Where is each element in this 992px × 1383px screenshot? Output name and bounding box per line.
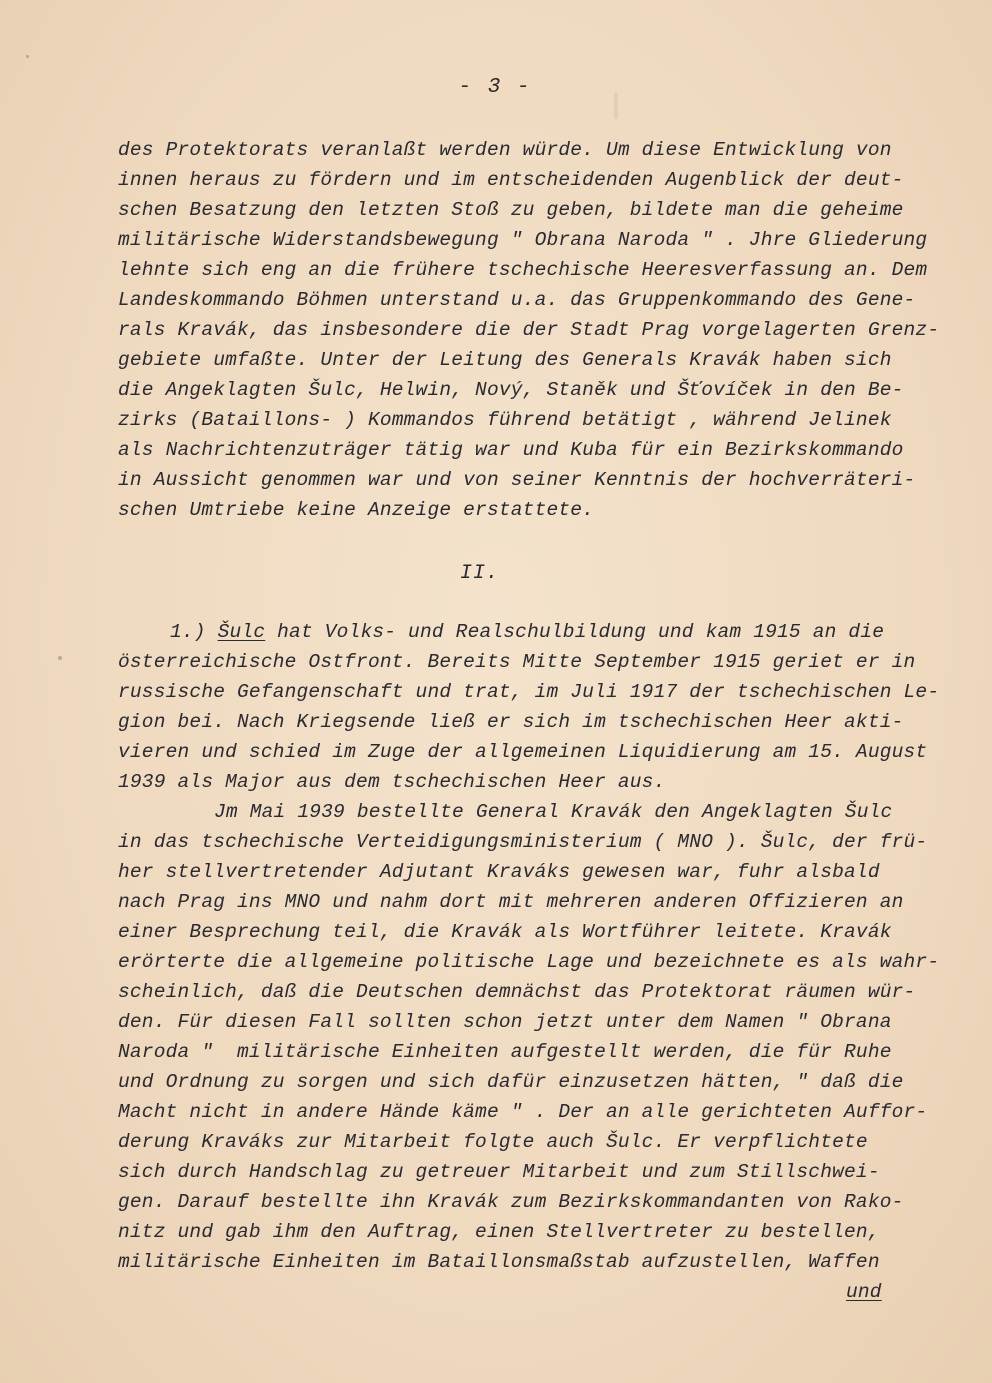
text-line: gion bei. Nach Kriegsende ließ er sich im tschechischen Heer akti- bbox=[118, 711, 904, 733]
text-line: nitz und gab ihm den Auftrag, einen Stellvertreter zu bestellen, bbox=[118, 1221, 880, 1243]
list-number: 1.) bbox=[170, 621, 206, 643]
text-line: russische Gefangenschaft und trat, im Juli 1917 der tschechischen Le- bbox=[118, 681, 940, 703]
text-line: innen heraus zu fördern und im entscheidenden Augenblick der deut- bbox=[118, 169, 904, 191]
text-line: gebiete umfaßte. Unter der Leitung des Generals Kravák haben sich bbox=[118, 349, 892, 371]
text-line: sich durch Handschlag zu getreuer Mitarbeit und zum Stillschwei- bbox=[118, 1161, 880, 1183]
text-line: Naroda " militärische Einheiten aufgestellt werden, die für Ruhe bbox=[118, 1041, 892, 1063]
paper-speck bbox=[26, 55, 29, 58]
text-line: lehnte sich eng an die frühere tschechische Heeresverfassung an. Dem bbox=[118, 259, 928, 281]
page-number: - 3 - bbox=[458, 76, 532, 99]
text-line: scheinlich, daß die Deutschen demnächst das Protektorat räumen wür- bbox=[118, 981, 916, 1003]
text-line: einer Besprechung teil, die Kravák als Wortführer leitete. Kravák bbox=[118, 921, 892, 943]
text-line: erörterte die allgemeine politische Lage und bezeichnete es als wahr- bbox=[118, 951, 940, 973]
paper-speck bbox=[58, 656, 62, 660]
text-fragment: hat Volks- und Realschulbildung und kam 1915 an die bbox=[277, 621, 885, 643]
catchword: und bbox=[846, 1281, 882, 1303]
text-line: schen Umtriebe keine Anzeige erstattete. bbox=[118, 499, 595, 521]
show-through-mark: | bbox=[612, 88, 620, 119]
text-line: den. Für diesen Fall sollten schon jetzt unter dem Namen " Obrana bbox=[118, 1011, 892, 1033]
text-line: gen. Darauf bestellte ihn Kravák zum Bezirkskommandanten von Rako- bbox=[118, 1191, 904, 1213]
text-line: vieren und schied im Zuge der allgemeinen Liquidierung am 15. August bbox=[118, 741, 928, 763]
text-line: rals Kravák, das insbesondere die der Stadt Prag vorgelagerten Grenz- bbox=[118, 319, 940, 341]
text-line: und Ordnung zu sorgen und sich dafür einzusetzen hätten, " daß die bbox=[118, 1071, 904, 1093]
text-line bbox=[170, 620, 884, 644]
text-line: schen Besatzung den letzten Stoß zu geben, bildete man die geheime bbox=[118, 199, 904, 221]
text-line: österreichische Ostfront. Bereits Mitte September 1915 geriet er in bbox=[118, 651, 916, 673]
text-line: militärische Einheiten im Bataillonsmaßstab aufzustellen, Waffen bbox=[118, 1251, 880, 1273]
text-line: als Nachrichtenzuträger tätig war und Kuba für ein Bezirkskommando bbox=[118, 439, 904, 461]
text-line: Jm Mai 1939 bestellte General Kravák den Angeklagten Šulc bbox=[214, 801, 893, 823]
text-line: 1939 als Major aus dem tschechischen Heer aus. bbox=[118, 771, 666, 793]
text-line: in Aussicht genommen war und von seiner Kenntnis der hochverräteri- bbox=[118, 469, 916, 491]
defendant-name: Šulc bbox=[217, 621, 266, 643]
text-line: die Angeklagten Šulc, Helwin, Nový, Staněk und Šťovíček in den Be- bbox=[118, 379, 904, 401]
text-line: in das tschechische Verteidigungsministerium ( MNO ). Šulc, der frü- bbox=[118, 831, 928, 853]
text-line: Landeskommando Böhmen unterstand u.a. das Gruppenkommando des Gene- bbox=[118, 289, 916, 311]
text-line: militärische Widerstandsbewegung " Obrana Naroda " . Jhre Gliederung bbox=[118, 229, 928, 251]
text-line: nach Prag ins MNO und nahm dort mit mehreren anderen Offizieren an bbox=[118, 891, 904, 913]
text-line: Macht nicht in andere Hände käme " . Der an alle gerichteten Auffor- bbox=[118, 1101, 928, 1123]
text-line: her stellvertretender Adjutant Kraváks gewesen war, fuhr alsbald bbox=[118, 861, 880, 883]
text-line: zirks (Bataillons- ) Kommandos führend betätigt , während Jelinek bbox=[118, 409, 892, 431]
text-line: derung Kraváks zur Mitarbeit folgte auch Šulc. Er verpflichtete bbox=[118, 1131, 868, 1153]
text-line: des Protektorats veranlaßt werden würde. Um diese Entwicklung von bbox=[118, 139, 892, 161]
section-heading: II. bbox=[460, 562, 500, 585]
